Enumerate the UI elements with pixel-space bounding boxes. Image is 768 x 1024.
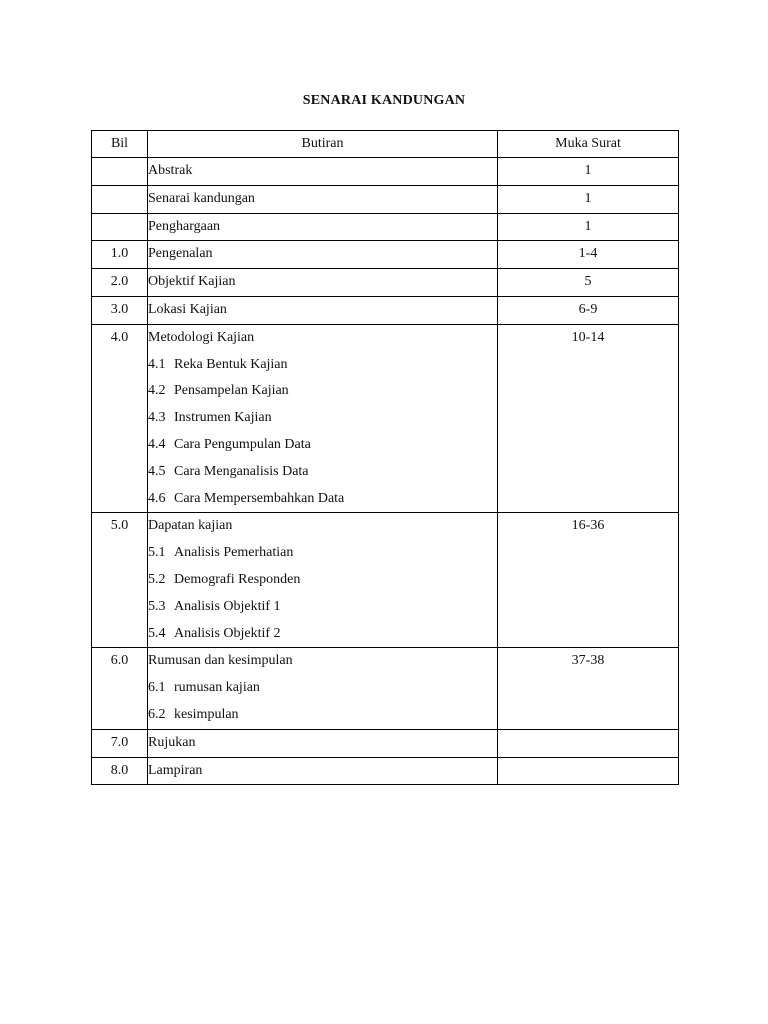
bil-number: 7.0 [110,734,129,750]
contents-table [91,130,679,785]
bil-number [92,214,147,241]
muka-surat-cell [498,757,679,785]
header-bil: Bil [92,131,148,158]
muka-surat-cell [498,324,679,513]
bil-number: 1.0 [110,246,129,262]
table-row [92,269,679,297]
bil-cell [92,269,148,297]
subsection-title: Cara Pengumpulan Data [174,436,311,452]
subsection-item [148,594,497,621]
section-title: Rujukan [148,734,196,750]
bil-number: 4.0 [110,329,129,345]
subsection-title: Cara Menganalisis Data [174,463,309,479]
section-title: Abstrak [148,163,193,178]
bil-cell [92,513,148,648]
butiran-cell [148,241,498,269]
bil-number: 6.0 [110,653,129,669]
subsection-number: 4.1 [148,356,166,372]
muka-surat-cell [498,296,679,324]
butiran-cell [148,185,498,213]
butiran-cell [148,296,498,324]
subsection-title: rumusan kajian [174,680,260,696]
table-row [92,324,679,513]
bil-cell [92,213,148,241]
page-title: SENARAI KANDUNGAN [302,93,466,108]
subsection-title: Instrumen Kajian [174,410,272,426]
subsection-item [148,432,497,459]
page-number: 6-9 [578,301,598,317]
table-row [92,513,679,648]
section-title: Penghargaan [148,218,221,234]
page-number: 5 [584,274,592,290]
subsection-item [148,702,497,729]
subsection-title: Analisis Objektif 2 [174,625,281,641]
table-row [92,241,679,269]
page-number: 1 [584,163,592,178]
bil-number [92,158,147,185]
section-title: Rumusan dan kesimpulan [148,653,293,669]
subsection-number: 4.5 [148,463,166,479]
subsection-item [148,540,497,567]
subsection-item [148,459,497,486]
page-number: 1 [584,190,592,206]
bil-cell [92,241,148,269]
table-row [92,158,679,186]
subsection-title: Demografi Responden [174,571,301,587]
muka-surat-cell [498,729,679,757]
butiran-cell [148,729,498,757]
bil-number [92,186,147,213]
muka-surat-cell [498,185,679,213]
section-title: Lampiran [148,762,203,778]
header-butiran: Butiran [148,131,498,158]
bil-cell [92,729,148,757]
page-number: 10-14 [571,329,605,345]
page-number: 16-36 [571,518,605,534]
bil-number: 3.0 [110,301,129,317]
subsection-item [148,378,497,405]
subsection-number: 4.3 [148,410,166,426]
butiran-cell [148,648,498,729]
bil-cell [92,296,148,324]
subsection-title: Analisis Objektif 1 [174,598,281,614]
section-title: Senarai kandungan [148,190,255,206]
subsection-title: kesimpulan [174,706,239,722]
subsection-title: Reka Bentuk Kajian [174,356,288,372]
subsection-number: 4.4 [148,436,166,452]
header-muka-surat: Muka Surat [498,131,679,158]
subsection-number: 5.1 [148,545,166,561]
bil-cell [92,185,148,213]
subsection-item [148,405,497,432]
subsection-number: 5.4 [148,625,166,641]
table-row [92,648,679,729]
section-title: Dapatan kajian [148,518,233,534]
subsection-title: Cara Mempersembahkan Data [174,490,345,506]
bil-number: 2.0 [110,274,129,290]
page-number: 1-4 [578,246,598,262]
table-row [92,296,679,324]
muka-surat-cell [498,213,679,241]
bil-cell [92,324,148,513]
section-title: Lokasi Kajian [148,301,227,317]
subsection-title: Analisis Pemerhatian [174,545,294,561]
butiran-cell [148,158,498,186]
bil-number: 8.0 [110,762,129,778]
section-title: Metodologi Kajian [148,329,255,345]
table-header-row [92,131,679,158]
subsection-item [148,352,497,379]
bil-cell [92,648,148,729]
table-body [92,158,679,785]
bil-cell [92,158,148,186]
page-number: 1 [584,218,592,234]
subsection-item [148,675,497,702]
subsection-number: 6.1 [148,680,166,696]
subsection-number: 5.3 [148,598,166,614]
section-title: Pengenalan [148,246,213,262]
section-title: Objektif Kajian [148,274,236,290]
subsection-item [148,486,497,513]
page-number [498,758,678,785]
bil-number: 5.0 [110,518,129,534]
subsection-number: 6.2 [148,706,166,722]
table-row [92,757,679,785]
subsection-item [148,567,497,594]
subsection-number: 5.2 [148,571,166,587]
table-row [92,729,679,757]
subsection-title: Pensampelan Kajian [174,383,289,399]
muka-surat-cell [498,269,679,297]
table-row [92,185,679,213]
muka-surat-cell [498,513,679,648]
subsection-number: 4.2 [148,383,166,399]
page-number [498,730,678,757]
page-number: 37-38 [571,653,605,669]
subsection-number: 4.6 [148,490,166,506]
butiran-cell [148,757,498,785]
butiran-cell [148,269,498,297]
muka-surat-cell [498,648,679,729]
butiran-cell [148,324,498,513]
muka-surat-cell [498,241,679,269]
subsection-item [148,621,497,648]
table-row [92,213,679,241]
butiran-cell [148,213,498,241]
muka-surat-cell [498,158,679,186]
bil-cell [92,757,148,785]
butiran-cell [148,513,498,648]
